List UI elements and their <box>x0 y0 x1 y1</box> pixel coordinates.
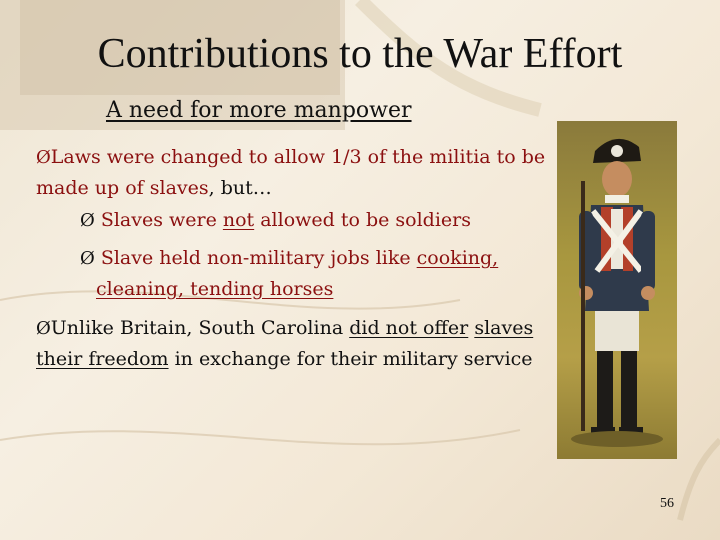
sub-bullet-text-before: Slave held non-military jobs like <box>100 247 417 269</box>
arrow-bullet-icon: Ø <box>36 147 51 168</box>
bullet-text-after: in exchange for their military service <box>168 348 533 370</box>
bullet-underlined-2: slaves their freedom <box>36 317 534 370</box>
bullet-laws-changed <box>36 142 546 203</box>
page-number: 56 <box>660 496 674 511</box>
bullet-red-text: Laws were changed to allow 1/3 of the militia to be made up of slaves <box>36 146 546 199</box>
soldier-photo <box>557 121 677 459</box>
sub-bullet-text-after: allowed to be soldiers <box>254 209 471 231</box>
bullet-rest-text: , but… <box>208 177 272 199</box>
sub-bullet-underlined-1: cooking, <box>416 247 499 269</box>
sub-bullet-non-military-jobs <box>80 243 540 304</box>
sub-bullet-underlined: not <box>222 209 255 231</box>
bullet-unlike-britain <box>36 313 546 374</box>
slide-subtitle: A need for more manpower <box>106 98 412 123</box>
arrow-bullet-icon: Ø <box>36 318 51 339</box>
sub-bullet-not-soldiers <box>80 205 540 236</box>
sub-bullet-underlined-2: cleaning, tending horses <box>96 278 334 300</box>
bullet-underlined-1: did not offer <box>349 317 469 339</box>
slide-title: Contributions to the War Effort <box>97 31 623 77</box>
bullet-text-before: Unlike Britain, South Carolina <box>50 317 350 339</box>
sub-bullet-text-before: Slaves were <box>100 209 223 231</box>
soldier-figure-icon <box>557 121 677 459</box>
arrow-bullet-icon: Ø <box>80 248 95 269</box>
arrow-bullet-icon: Ø <box>80 210 95 231</box>
